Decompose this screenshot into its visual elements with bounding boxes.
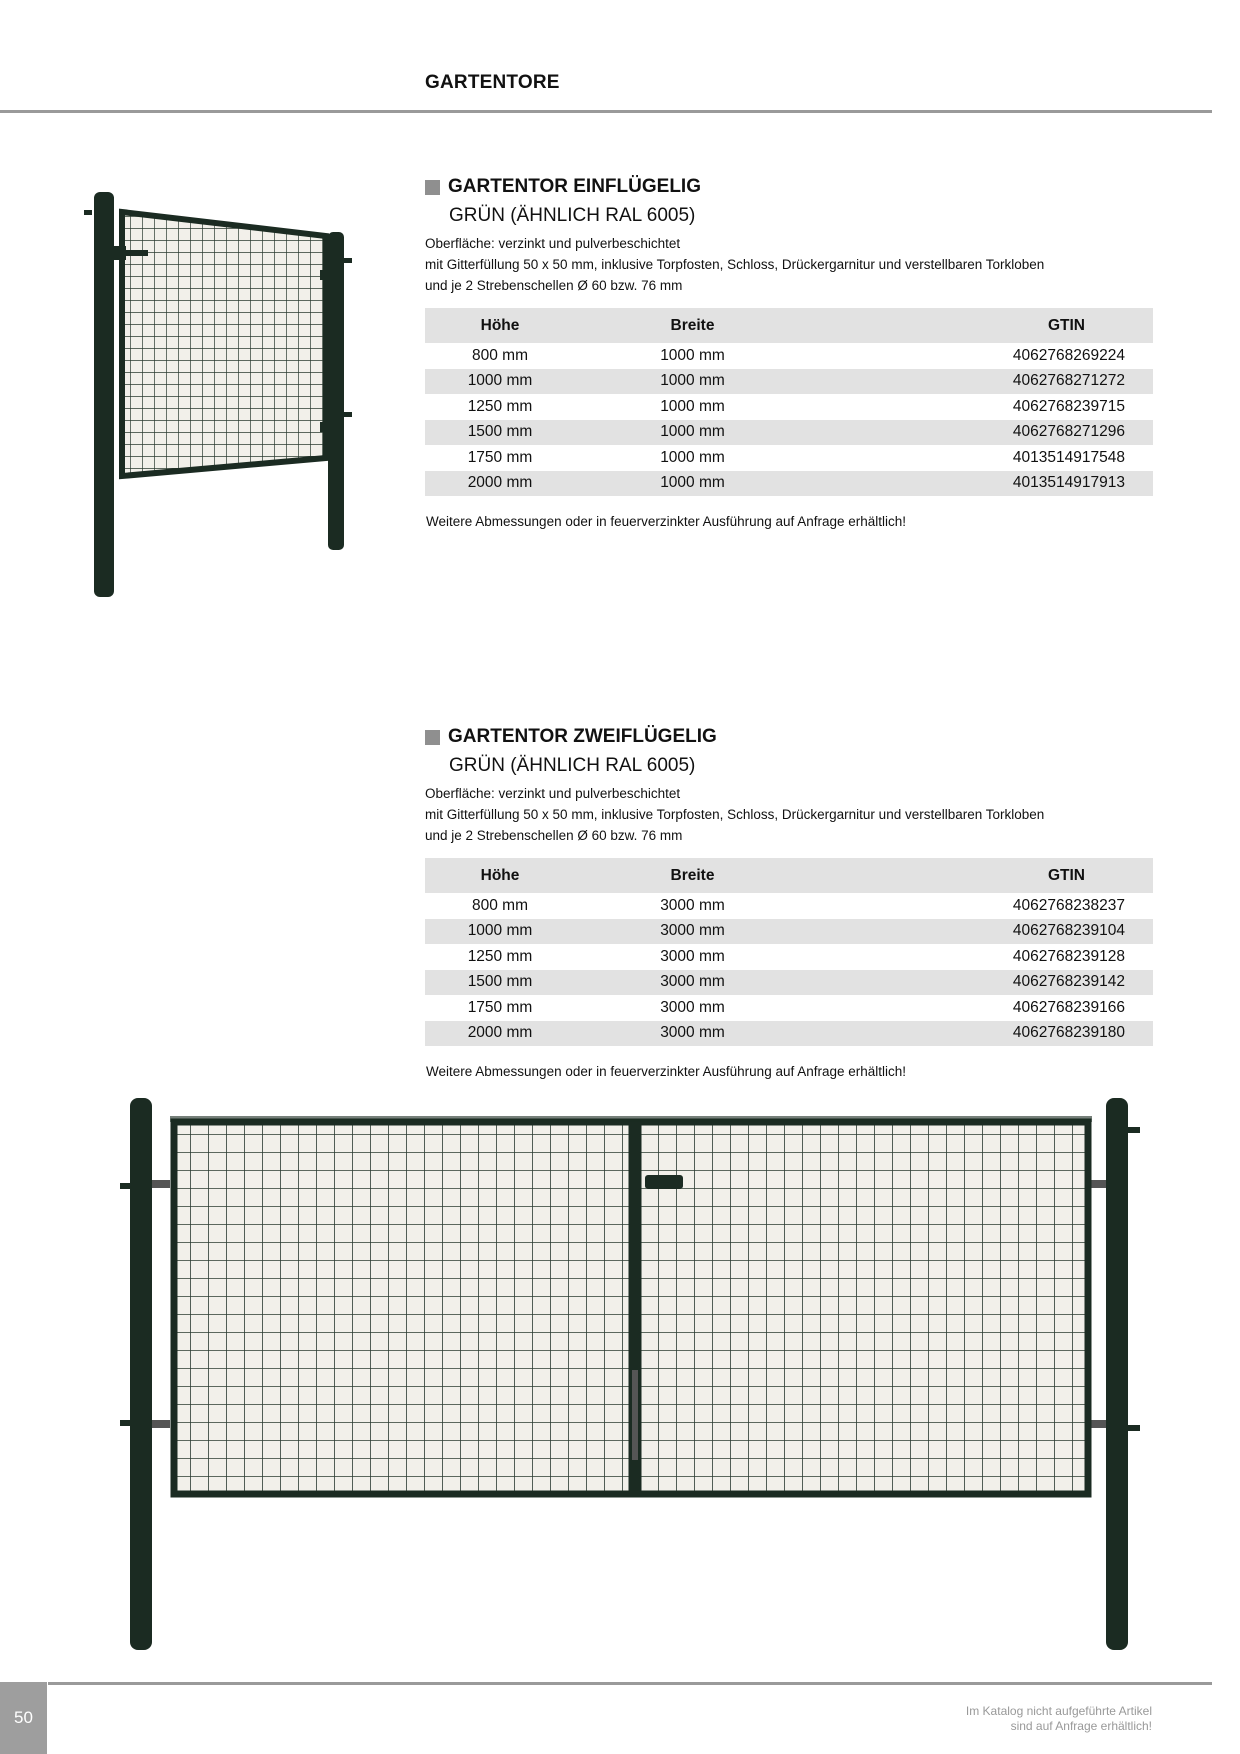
product-description: Oberfläche: verzinkt und pulverbeschichtet mit Gitterfüllung 50 x 50 mm, inklusive Torpfosten, Schloss, Drückergarnitur und verstellbaren Torkloben und je 2 Strebenschellen Ø 60 bzw. 76 mm xyxy=(425,236,1045,293)
table-row: 1000 mm 1000 mm 4062768271272 xyxy=(425,369,1153,395)
product-description: Oberfläche: verzinkt und pulverbeschichtet mit Gitterfüllung 50 x 50 mm, inklusive Torpfosten, Schloss, Drückergarnitur und verstellbaren Torkloben und je 2 Strebenschellen Ø 60 bzw. 76 mm xyxy=(425,786,1045,843)
spec-table xyxy=(425,858,1153,1046)
table-row: 800 mm 1000 mm 4062768269224 xyxy=(472,346,1125,364)
product-title: GARTENTOR ZWEIFLÜGELIG xyxy=(425,725,1153,749)
table-row: 2000 mm 1000 mm 4013514917913 xyxy=(425,471,1153,497)
table-row: 1750 mm 1000 mm 4013514917548 xyxy=(467,448,1125,466)
double-gate-image xyxy=(100,1080,1162,1670)
table-row: 2000 mm 3000 mm 4062768239180 xyxy=(425,1021,1153,1047)
col-hoehe: Höhe xyxy=(425,858,575,893)
table-row: 1000 mm 3000 mm 4062768239104 xyxy=(425,919,1153,945)
product-subtitle: GRÜN (ÄHNLICH RAL 6005) xyxy=(449,755,696,776)
page-number: 50 xyxy=(0,1682,47,1754)
single-gate-image xyxy=(70,180,370,610)
table-row: 800 mm 3000 mm 4062768238237 xyxy=(472,896,1125,914)
product-double-gate xyxy=(425,725,1153,1079)
availability-note: Weitere Abmessungen oder in feuerverzinkter Ausführung auf Anfrage erhältlich! xyxy=(426,1064,907,1079)
footer-note: Im Katalog nicht aufgeführte Artikel sind auf Anfrage erhältlich! xyxy=(965,1704,1152,1733)
table-row: 1750 mm 3000 mm 4062768239166 xyxy=(467,998,1125,1016)
col-breite: Breite xyxy=(575,308,810,343)
availability-note: Weitere Abmessungen oder in feuerverzinkter Ausführung auf Anfrage erhältlich! xyxy=(426,514,907,529)
page-title: GARTENTORE xyxy=(425,72,560,93)
table-header-row xyxy=(425,308,1153,343)
col-hoehe: Höhe xyxy=(425,308,575,343)
bullet-square-icon xyxy=(425,730,440,745)
product-subtitle: GRÜN (ÄHNLICH RAL 6005) xyxy=(449,205,696,226)
bullet-square-icon xyxy=(425,180,440,195)
col-breite: Breite xyxy=(575,858,810,893)
table-row: 1500 mm 3000 mm 4062768239142 xyxy=(425,970,1153,996)
table-row: 1250 mm 3000 mm 4062768239128 xyxy=(467,947,1125,965)
table-row: 1250 mm 1000 mm 4062768239715 xyxy=(467,397,1125,415)
spec-table xyxy=(425,308,1153,496)
header-divider xyxy=(0,110,1212,113)
table-row: 1500 mm 1000 mm 4062768271296 xyxy=(425,420,1153,446)
product-title: GARTENTOR EINFLÜGELIG xyxy=(425,175,1153,199)
col-gtin: GTIN xyxy=(810,858,1153,893)
col-gtin: GTIN xyxy=(810,308,1153,343)
footer-divider xyxy=(48,1682,1212,1685)
table-header-row xyxy=(425,858,1153,893)
product-single-gate xyxy=(425,175,1153,529)
